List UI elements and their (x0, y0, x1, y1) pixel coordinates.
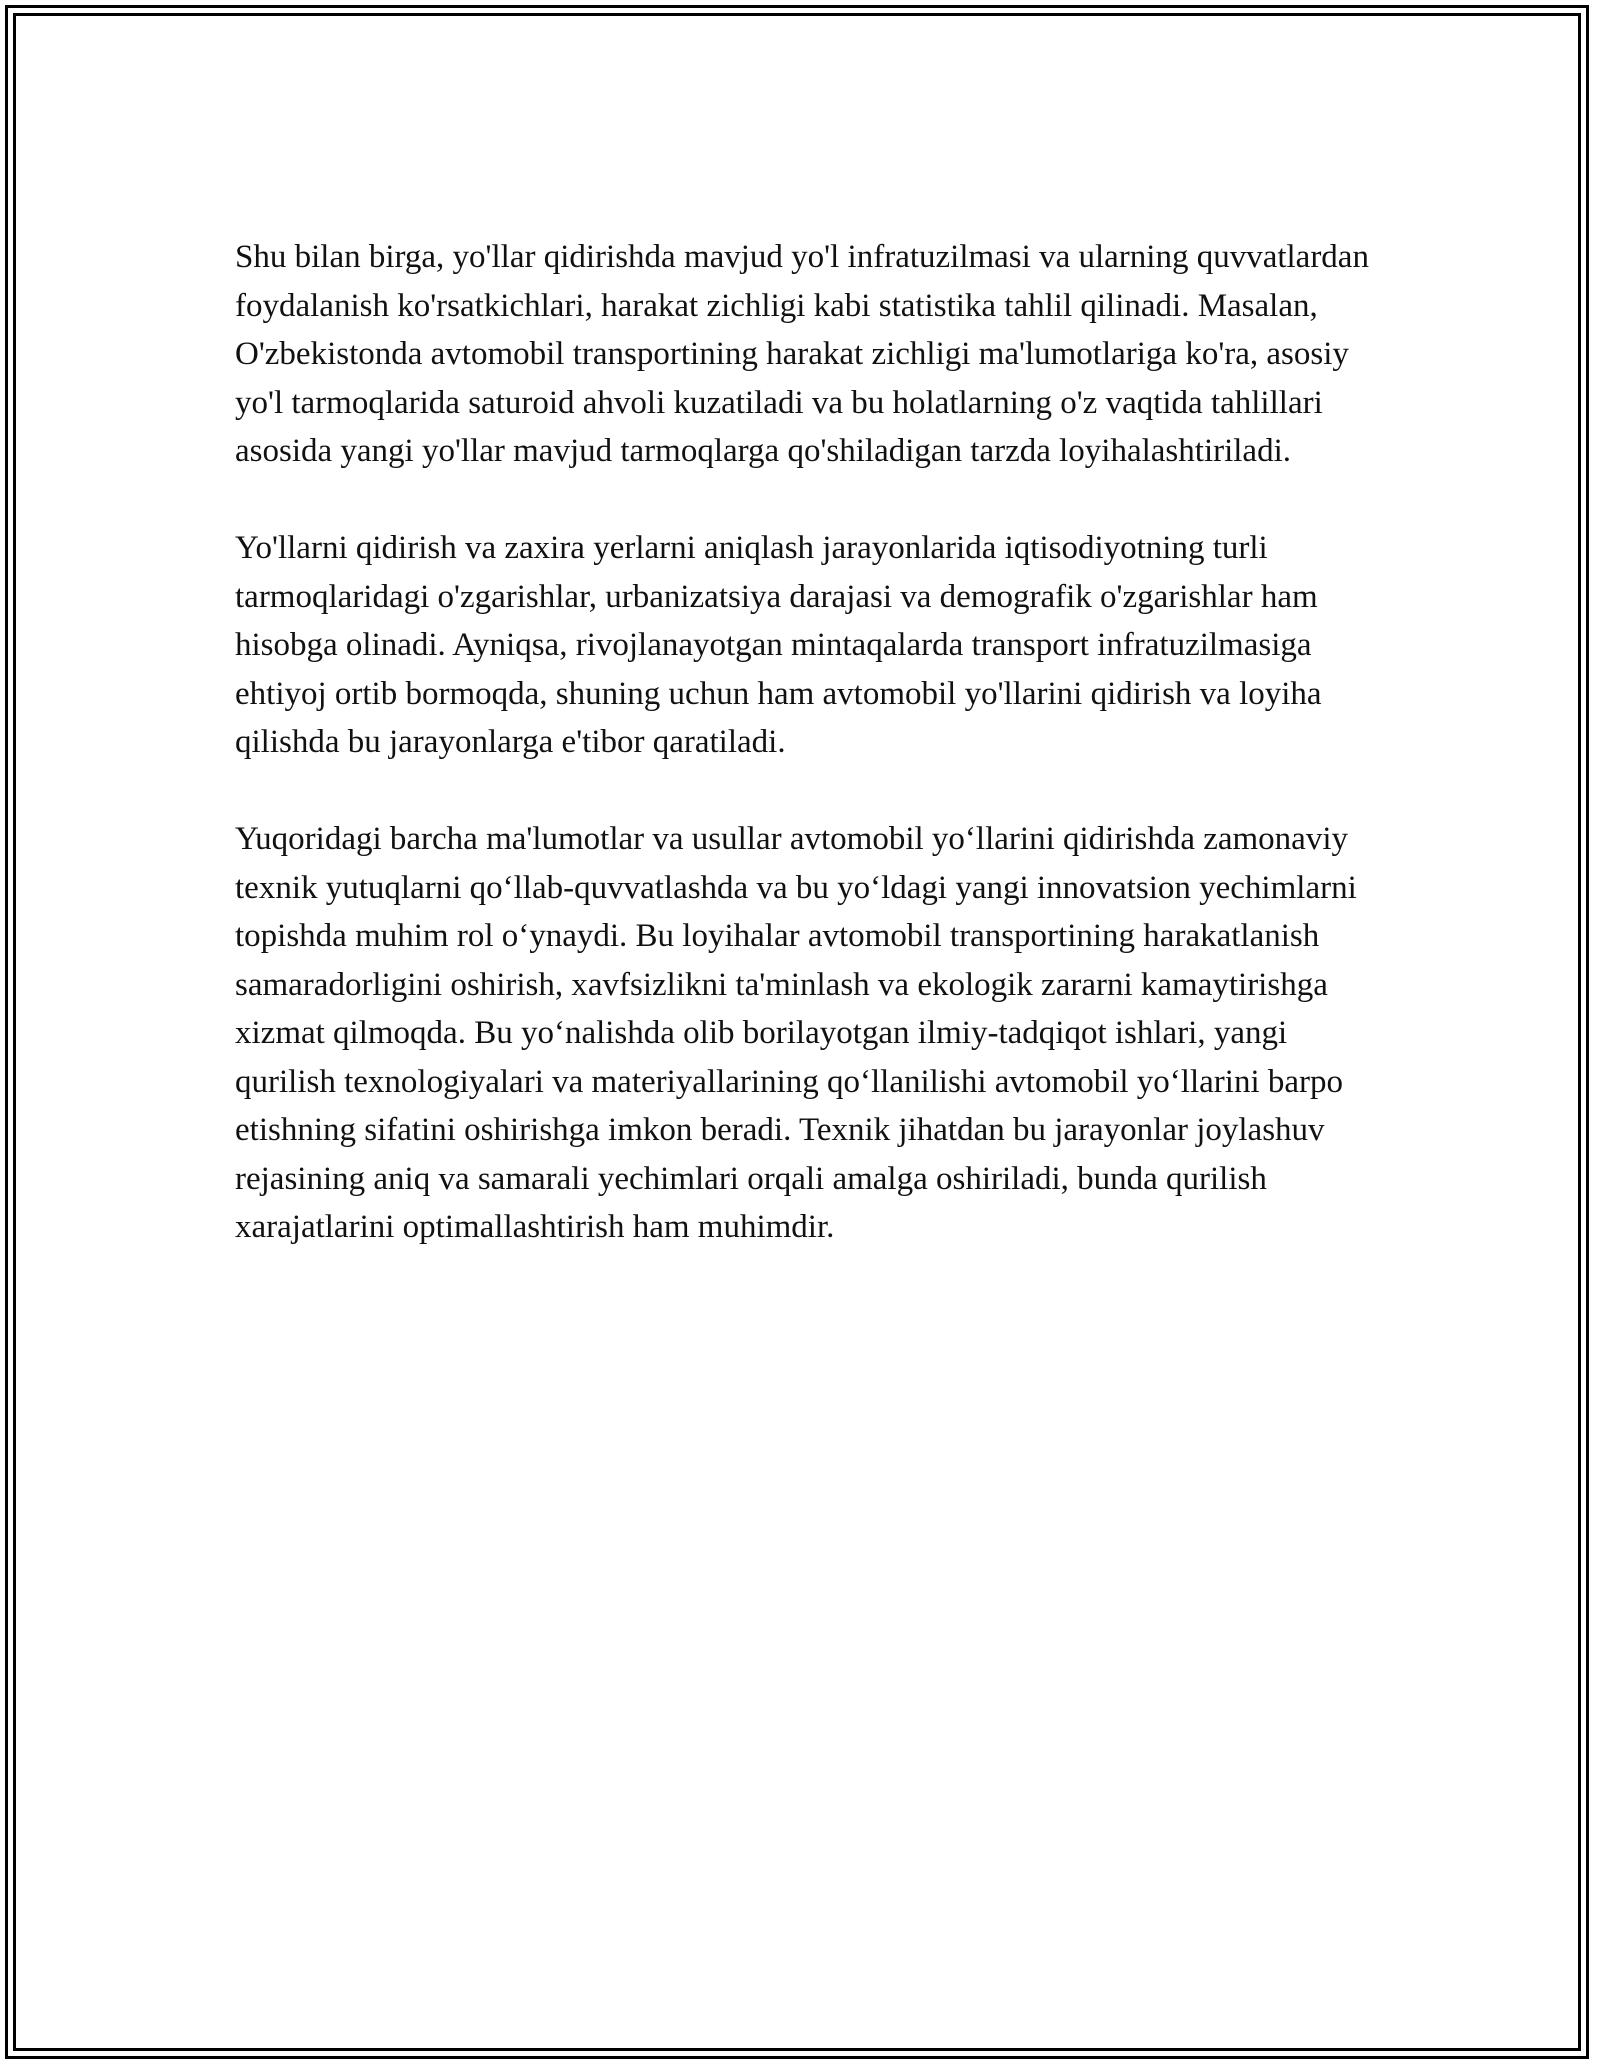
paragraph-3: Yuqoridagi barcha ma'lumotlar va usullar avtomobil yo‘llarini qidirishda zamonaviy texnik yutuqlarni qo‘llab-quvvatlashda va bu yo‘ldagi yangi innovatsion yechimlarni topishda muhim rol o‘ynaydi. Bu loyihalar avtomobil transportining harakatlanish samaradorligini oshirish, xavfsizlikni ta'minlash va ekologik zararni kamaytirishga xizmat qilmoqda. Bu yo‘nalishda olib borilayotgan ilmiy-tadqiqot ishlari, yangi qurilish texnologiyalari va materiyallarining qo‘llanilishi avtomobil yo‘llarini barpo etishning sifatini oshirishga imkon beradi. Texnik jihatdan bu jarayonlar joylashuv rejasining aniq va samarali yechimlari orqali amalga oshiriladi, bunda qurilish xarajatlarini optimallashtirish ham muhimdir. (235, 821, 1357, 1245)
document-body (235, 233, 1375, 1252)
paragraph-1: Shu bilan birga, yo'llar qidirishda mavjud yo'l infratuzilmasi va ularning quvvatlardan foydalanish ko'rsatkichlari, harakat zichligi kabi statistika tahlil qilinadi. Masalan, O'zbekistonda avtomobil transportining harakat zichligi ma'lumotlariga ko'ra, asosiy yo'l tarmoqlarida saturoid ahvoli kuzatiladi va bu holatlarning o'z vaqtida tahlillari asosida yangi yo'llar mavjud tarmoqlarga qo'shiladigan tarzda loyihalashtiriladi. (235, 239, 1369, 469)
paragraph-2: Yo'llarni qidirish va zaxira yerlarni aniqlash jarayonlarida iqtisodiyotning turli tarmoqlaridagi o'zgarishlar, urbanizatsiya darajasi va demografik o'zgarishlar ham hisobga olinadi. Ayniqsa, rivojlanayotgan mintaqalarda transport infratuzilmasiga ehtiyoj ortib bormoqda, shuning uchun ham avtomobil yo'llarini qidirish va loyiha qilishda bu jarayonlarga e'tibor qaratiladi. (235, 530, 1322, 760)
